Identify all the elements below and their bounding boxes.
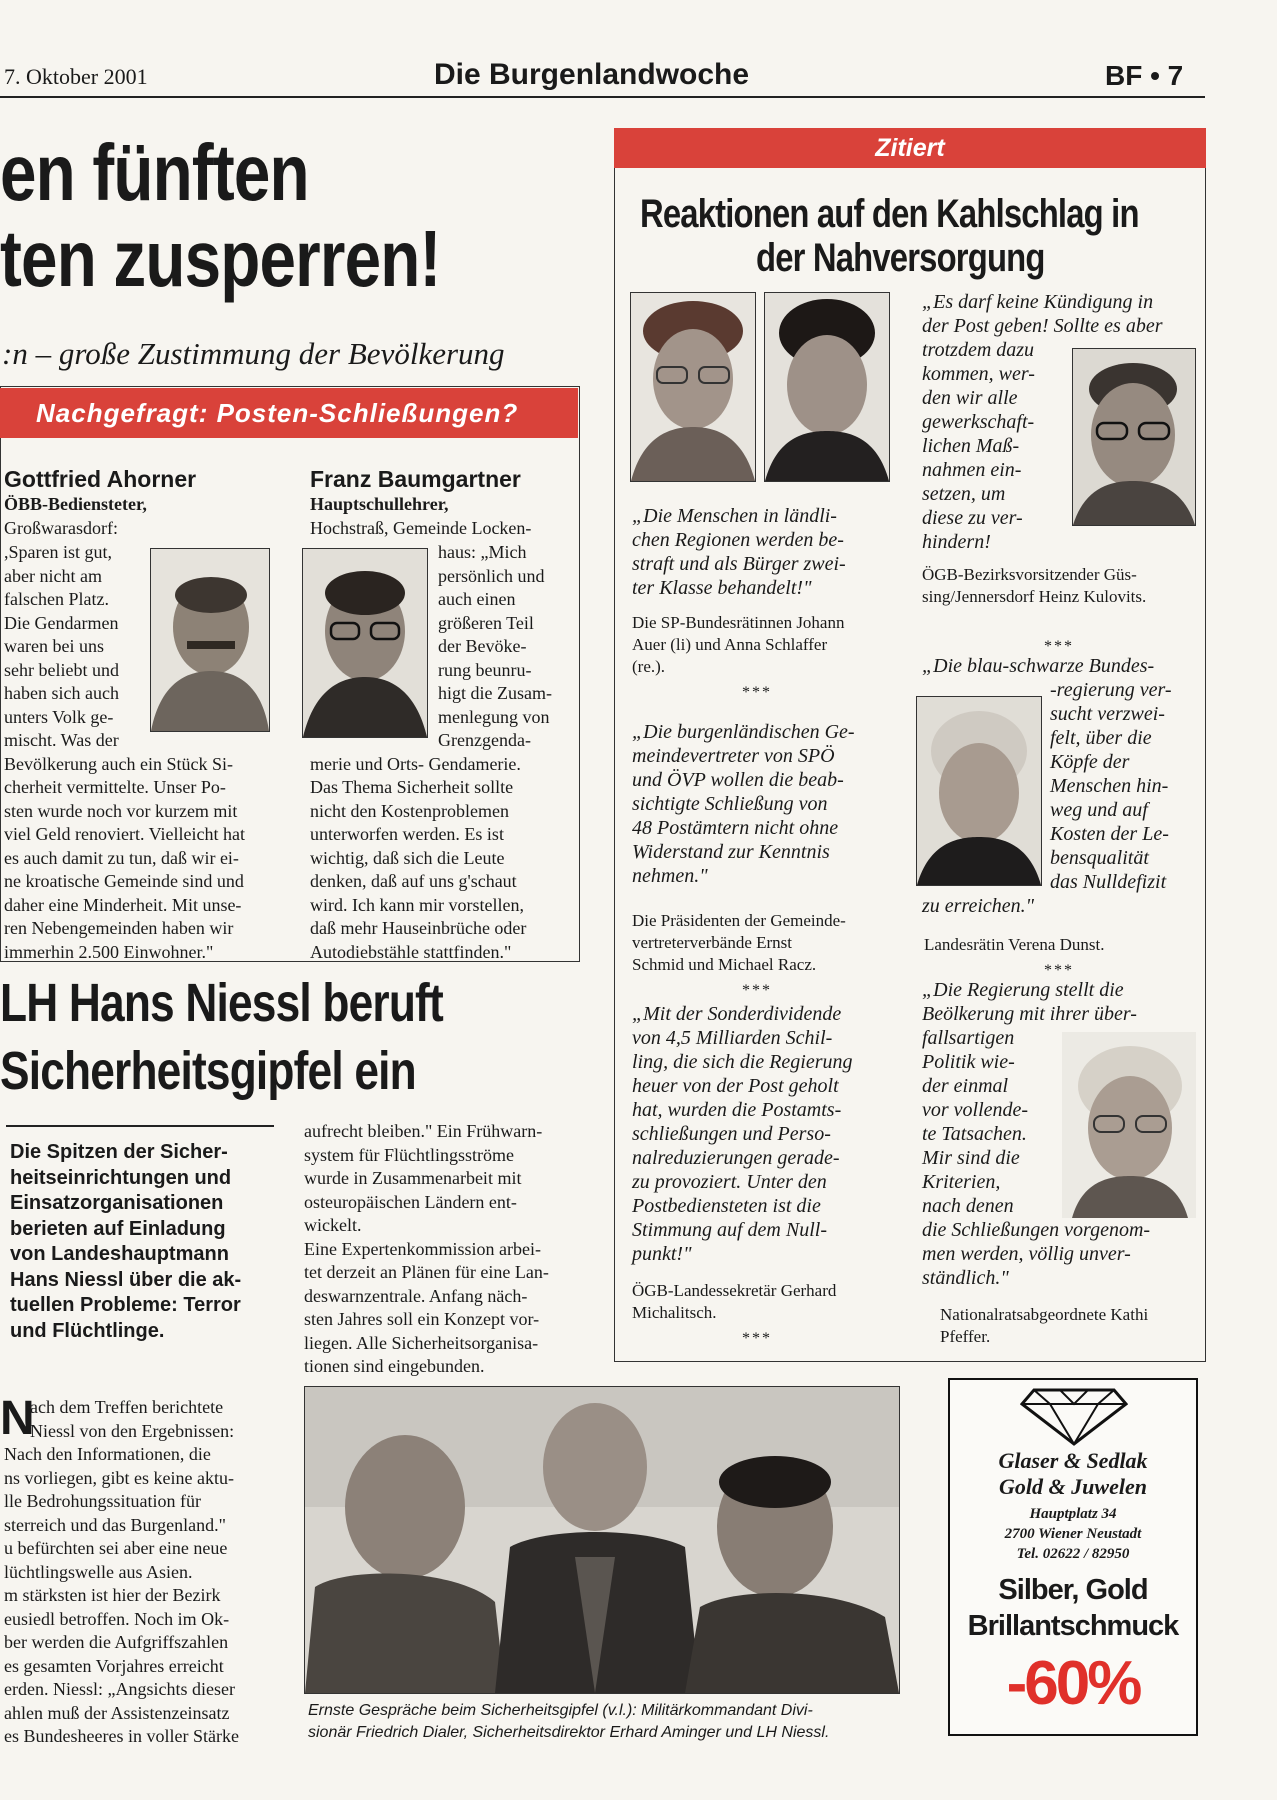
person1-place: Großwarasdorf: xyxy=(4,518,118,538)
text-line: wird. Ich kann mir vorstellen, xyxy=(310,894,524,915)
portrait-pfeffer xyxy=(1062,1032,1196,1218)
portrait-schlaffer xyxy=(764,292,890,482)
text-line: Auer (li) und Anna Schlaffer xyxy=(632,635,828,654)
text-line: eusiedl betroffen. Noch im Ok- xyxy=(4,1608,230,1629)
text-line: weg und auf xyxy=(1050,799,1148,821)
text-line: Postbediensteten ist die xyxy=(632,1195,821,1217)
text-line: men werden, völlig unver- xyxy=(922,1243,1131,1265)
text-line: Kriterien, xyxy=(922,1171,1001,1193)
text-line: heitseinrichtungen und xyxy=(10,1166,232,1189)
text-line: daher eine Minderheit. Mit unse- xyxy=(4,894,242,915)
text-line: falschen Platz. xyxy=(4,589,109,609)
text-line: ständlich." xyxy=(922,1267,1009,1289)
text-line: setzen, um xyxy=(922,483,1006,505)
text-line: Beölkerung mit ihrer über- xyxy=(922,1003,1137,1025)
text-line: Schmid und Michael Racz. xyxy=(632,955,817,974)
text-line: wickelt. xyxy=(304,1215,362,1235)
text-line: es gesamten Vorjahres erreicht xyxy=(4,1655,224,1676)
portrait-icon xyxy=(151,549,269,731)
attribution-praesidenten xyxy=(632,910,892,976)
text-line: waren bei uns xyxy=(4,636,104,656)
text-line: ling, die sich die Regierung xyxy=(632,1051,853,1073)
text-line: merie und Orts- Gendamerie. xyxy=(310,753,521,774)
text-line: denken, daß auf uns g'schaut xyxy=(310,871,517,891)
summit-photo-caption-line2: sionär Friedrich Dialer, Sicherheitsdirektor Erhard Aminger und LH Niessl. xyxy=(308,1724,830,1741)
second-col1 xyxy=(4,1396,272,1749)
ad-offer-line2: Brillantschmuck xyxy=(967,1610,1179,1642)
text-line: tuellen Probleme: Terror xyxy=(10,1294,241,1316)
text-line: auch einen xyxy=(438,589,516,609)
main-subline: :n – große Zustimmung der Bevölkerung xyxy=(2,336,505,371)
text-line: cherheit vermittelte. Unser Po- xyxy=(4,777,226,797)
text-line: Politik wie- xyxy=(922,1051,1015,1073)
portrait-dunst xyxy=(916,696,1042,886)
text-line: wichtig, daß sich die Leute xyxy=(310,847,505,868)
separator-stars: *** xyxy=(742,684,772,701)
quote-praesidenten xyxy=(632,720,892,888)
text-line: Die Spitzen der Sicher- xyxy=(10,1141,228,1163)
quote-michalitsch xyxy=(632,1002,892,1266)
text-line: lüchtlingswelle aus Asien. xyxy=(4,1561,193,1582)
ad-phone: Tel. 02622 / 82950 xyxy=(1016,1546,1130,1562)
text-line: Nationalratsabgeordnete Kathi xyxy=(940,1305,1149,1324)
text-line: Stimmung auf dem Null- xyxy=(632,1219,827,1241)
attribution-michalitsch xyxy=(632,1280,892,1324)
text-line: osteuropäischen Ländern ent- xyxy=(304,1191,517,1212)
text-line: zu provoziert. Unter den xyxy=(632,1171,827,1193)
text-line: Michalitsch. xyxy=(632,1303,717,1322)
second-lead xyxy=(10,1140,270,1344)
text-line: Mir sind die xyxy=(922,1147,1020,1169)
text-line: daß mehr Hauseinbrüche oder xyxy=(310,918,527,938)
text-line: Die Präsidenten der Gemeinde- xyxy=(632,911,846,930)
text-line: vertreterverbände Ernst xyxy=(632,933,792,952)
text-line: ber werden die Aufgriffszahlen xyxy=(4,1632,229,1652)
ad-brand-line1: Glaser & Sedlak xyxy=(998,1448,1148,1473)
separator-stars: *** xyxy=(742,982,772,999)
text-line: meindevertreter von SPÖ xyxy=(632,745,835,767)
portrait-auer xyxy=(630,292,756,482)
attribution-dunst xyxy=(924,934,1194,956)
text-line: lle Bedrohungssituation für xyxy=(4,1491,201,1511)
second-col2 xyxy=(304,1120,586,1379)
page-number: BF • 7 xyxy=(1105,60,1184,91)
text-line: immerhin 2.500 Einwohner." xyxy=(4,941,214,962)
text-line: liegen. Alle Sicherheitsorganisa- xyxy=(304,1332,539,1353)
text-line: Einsatzorganisationen xyxy=(10,1192,224,1214)
ad-address2: 2700 Wiener Neustadt xyxy=(1004,1526,1142,1542)
text-line: menlegung von xyxy=(438,706,550,727)
text-line: rung beunru- xyxy=(438,659,532,680)
text-line: sten Jahres soll ein Konzept vor- xyxy=(304,1309,540,1329)
text-line: diese zu ver- xyxy=(922,507,1023,529)
text-line: „Die Regierung stellt die xyxy=(922,979,1124,1001)
second-headline-line1: LH Hans Niessl beruft xyxy=(0,973,443,1033)
text-line: sehr beliebt und xyxy=(4,659,119,680)
person2-name: Franz Baumgartner xyxy=(310,466,521,492)
zitiert-label: Zitiert xyxy=(614,128,1206,168)
text-line: Die Gendarmen xyxy=(4,612,119,633)
portrait-icon xyxy=(917,697,1041,885)
attribution-auer-schlaffer xyxy=(632,612,892,678)
portrait-icon xyxy=(765,293,889,481)
text-line: nehmen." xyxy=(632,865,708,887)
text-line: ÖGB-Bezirksvorsitzender Güs- xyxy=(922,565,1137,584)
text-line: persönlich und xyxy=(438,565,545,586)
text-line: u befürchten sei aber eine neue xyxy=(4,1538,228,1558)
text-line: Autodiebstähle stattfinden." xyxy=(310,941,512,962)
text-line: ach dem Treffen berichtete xyxy=(30,1397,224,1417)
portrait-kulovits xyxy=(1072,348,1196,526)
nachgefragt-title: Nachgefragt: Posten-Schließungen? xyxy=(0,388,578,438)
text-line: die Schließungen vorgenom- xyxy=(922,1219,1151,1241)
text-line: tet derzeit an Plänen für eine Lan- xyxy=(304,1262,549,1282)
separator-stars: *** xyxy=(1044,962,1074,979)
text-line: ahlen muß der Assistenzeinsatz xyxy=(4,1702,230,1723)
portrait-icon xyxy=(1073,349,1195,525)
text-line: bensqualität xyxy=(1050,847,1149,869)
drop-cap: N xyxy=(0,1392,35,1445)
text-line: haben sich auch xyxy=(4,683,119,703)
text-line: sten wurde noch vor kurzem mit xyxy=(4,800,238,821)
text-line: sucht verzwei- xyxy=(1050,703,1165,725)
text-line: unters Volk ge- xyxy=(4,706,114,727)
text-line: Widerstand zur Kenntnis xyxy=(632,841,830,863)
text-line: ter Klasse behandelt!" xyxy=(632,577,812,599)
text-line: berieten auf Einladung xyxy=(10,1217,226,1240)
text-line: felt, über die xyxy=(1050,727,1152,749)
summit-photo-icon xyxy=(305,1387,899,1693)
attribution-pfeffer xyxy=(940,1304,1200,1348)
text-line: ren Nebengemeinden haben wir xyxy=(4,918,234,938)
diamond-icon xyxy=(1020,1382,1128,1446)
text-line: gewerkschaft- xyxy=(922,411,1035,433)
text-line: ns vorliegen, gibt es keine aktu- xyxy=(4,1467,234,1488)
text-line: sterreich und das Burgenland." xyxy=(4,1514,226,1535)
text-line: erden. Niessl: „Angsichts dieser xyxy=(4,1679,235,1699)
portrait-icon xyxy=(631,293,755,481)
summit-photo xyxy=(304,1386,900,1694)
summit-photo-caption-line1: Ernste Gespräche beim Sicherheitsgipfel (v.l.): Militärkommandant Divi- xyxy=(308,1702,813,1719)
text-line: higt die Zusam- xyxy=(438,683,552,703)
separator-stars: *** xyxy=(742,1330,772,1347)
second-headline-rule xyxy=(6,1125,274,1127)
text-line: wurde in Zusammenarbeit mit xyxy=(304,1168,522,1188)
text-line: „Es darf keine Kündigung in xyxy=(922,291,1154,313)
text-line: es Bundesheeres in voller Stärke xyxy=(4,1726,239,1746)
text-line: Nach den Informationen, die xyxy=(4,1444,211,1464)
text-line: Köpfe der xyxy=(1050,751,1130,773)
text-line: (re.). xyxy=(632,657,666,676)
header-rule xyxy=(0,96,1205,98)
text-line: punkt!" xyxy=(632,1243,692,1265)
text-line: sichtigte Schließung von xyxy=(632,793,828,815)
text-line: aufrecht bleiben." Ein Frühwarn- xyxy=(304,1121,543,1141)
person1-name: Gottfried Ahorner xyxy=(4,466,197,492)
text-line: Landesrätin Verena Dunst. xyxy=(924,935,1105,954)
text-line: zu erreichen." xyxy=(922,895,1035,917)
text-line: ne kroatische Gemeinde sind und xyxy=(4,871,244,891)
text-line: kommen, wer- xyxy=(922,363,1035,385)
text-line: 48 Postämtern nicht ohne xyxy=(632,817,839,839)
zitiert-headline-line1: Reaktionen auf den Kahlschlag in xyxy=(640,192,1139,236)
text-line: nalreduzierungen gerade- xyxy=(632,1147,840,1169)
text-line: „Die burgenländischen Ge- xyxy=(632,721,855,743)
text-line: Hans Niessl über die ak- xyxy=(10,1268,242,1291)
text-line: mischt. Was der xyxy=(4,730,119,750)
text-line: fallsartigen xyxy=(922,1027,1015,1049)
quote-auer-schlaffer xyxy=(632,504,892,600)
text-line: Menschen hin- xyxy=(1050,775,1169,797)
person1-role: ÖBB-Bediensteter, xyxy=(4,494,147,514)
text-line: te Tatsachen. xyxy=(922,1123,1027,1145)
text-line: ,Sparen ist gut, xyxy=(4,542,112,562)
text-line: nicht den Kostenproblemen xyxy=(310,800,509,821)
text-line: aber nicht am xyxy=(4,565,102,586)
header-date: 7. Oktober 2001 xyxy=(4,64,148,89)
text-line: der Bevöke- xyxy=(438,636,527,656)
text-line: das Nulldefizit xyxy=(1050,871,1167,893)
text-line: von 4,5 Milliarden Schil- xyxy=(632,1027,833,1049)
main-headline-line1: en fünften xyxy=(0,128,309,217)
text-line: trotzdem dazu xyxy=(922,339,1035,361)
main-headline-line2: ten zusperren! xyxy=(0,214,441,303)
text-line: lichen Maß- xyxy=(922,435,1020,457)
text-line: und Flüchtlinge. xyxy=(10,1319,165,1342)
text-line: unterworfen werden. Es ist xyxy=(310,824,504,844)
text-line: „Die Menschen in ländli- xyxy=(632,505,837,527)
text-line: und ÖVP wollen die beab- xyxy=(632,769,844,791)
text-line: hindern! xyxy=(922,531,991,553)
text-line: deswarnzentrale. Anfang näch- xyxy=(304,1285,528,1306)
ad-discount: -60% xyxy=(1006,1649,1140,1718)
person2-place: Hochstraß, Gemeinde Locken- xyxy=(310,518,532,538)
text-line: tionen sind eingebunden. xyxy=(304,1356,485,1376)
text-line: chen Regionen werden be- xyxy=(632,529,844,551)
text-line: viel Geld renoviert. Vielleicht hat xyxy=(4,824,246,844)
separator-stars: *** xyxy=(1044,638,1074,655)
text-line: haus: „Mich xyxy=(438,542,527,562)
zitiert-headline-line2: der Nahversorgung xyxy=(756,236,1045,280)
text-line: Kosten der Le- xyxy=(1050,823,1169,845)
second-headline-line2: Sicherheitsgipfel ein xyxy=(0,1041,416,1101)
text-line: sing/Jennersdorf Heinz Kulovits. xyxy=(922,587,1147,606)
text-line: von Landeshauptmann xyxy=(10,1243,229,1265)
text-line: Die SP-Bundesrätinnen Johann xyxy=(632,613,845,632)
text-line: nahmen ein- xyxy=(922,459,1022,481)
text-line: nach denen xyxy=(922,1195,1014,1217)
text-line: schließungen und Perso- xyxy=(632,1123,831,1145)
text-line: Niessl von den Ergebnissen: xyxy=(30,1420,235,1441)
attribution-kulovits xyxy=(922,564,1202,608)
text-line: Eine Expertenkommission arbei- xyxy=(304,1238,541,1259)
publication-name: Die Burgenlandwoche xyxy=(434,58,750,91)
text-line: größeren Teil xyxy=(438,612,534,633)
text-line: den wir alle xyxy=(922,387,1018,409)
text-line: m stärksten ist hier der Bezirk xyxy=(4,1585,221,1605)
text-line: -regierung ver- xyxy=(1050,679,1172,701)
text-line: system für Flüchtlingsströme xyxy=(304,1144,514,1165)
portrait-ahorner xyxy=(150,548,270,732)
text-line: Pfeffer. xyxy=(940,1327,991,1346)
ad-offer-line1: Silber, Gold xyxy=(998,1574,1148,1606)
text-line: heuer von der Post geholt xyxy=(632,1075,839,1097)
text-line: „Die blau-schwarze Bundes- xyxy=(922,655,1155,677)
text-line: der einmal xyxy=(922,1075,1009,1097)
person2-statement xyxy=(310,541,570,964)
text-line: „Mit der Sonderdividende xyxy=(632,1003,842,1025)
ad-brand-line2: Gold & Juwelen xyxy=(999,1474,1147,1499)
person2-role: Hauptschullehrer, xyxy=(310,494,449,514)
text-line: Das Thema Sicherheit sollte xyxy=(310,777,514,797)
text-line: Bevölkerung auch ein Stück Si- xyxy=(4,753,233,774)
portrait-icon xyxy=(1062,1032,1196,1218)
text-line: Grenzgenda- xyxy=(438,730,531,750)
text-line: es auch damit zu tun, daß wir ei- xyxy=(4,847,239,868)
text-line: der Post geben! Sollte es aber xyxy=(922,315,1163,337)
ad-address1: Hauptplatz 34 xyxy=(1029,1506,1117,1522)
text-line: hat, wurden die Postamts- xyxy=(632,1099,842,1121)
text-line: ÖGB-Landessekretär Gerhard xyxy=(632,1281,837,1300)
text-line: vor vollende- xyxy=(922,1099,1029,1121)
text-line: straft und als Bürger zwei- xyxy=(632,553,846,575)
